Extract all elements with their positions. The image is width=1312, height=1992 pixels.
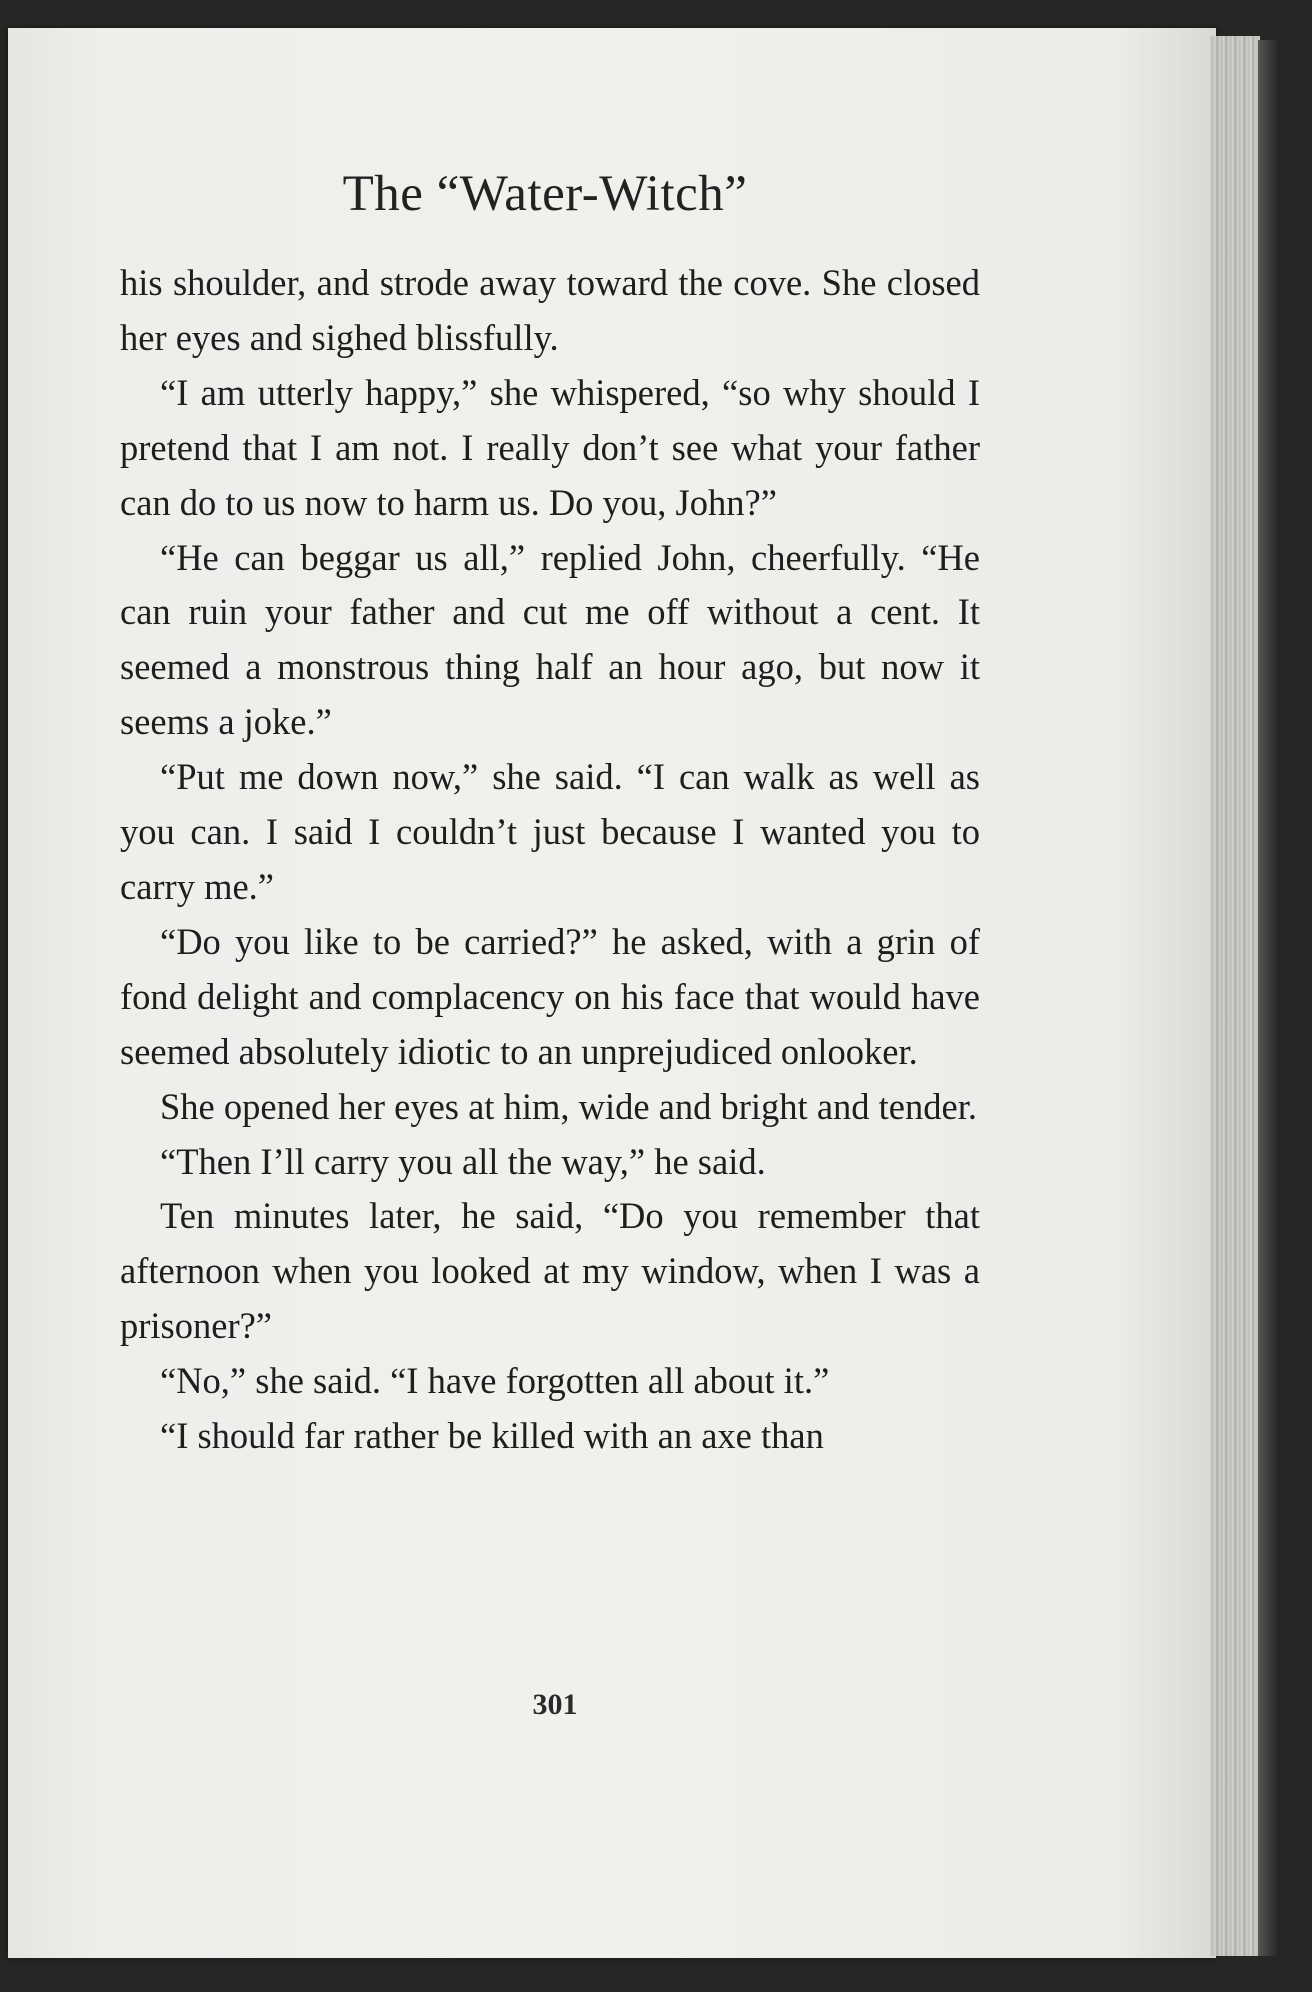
paragraph: his shoulder, and strode away toward the cove. She closed her eyes and sighed blissfully.	[120, 262, 980, 358]
page-edges	[1210, 36, 1260, 1956]
paragraph: Ten minutes later, he said, “Do you remember that afternoon when you looked at my window, when I was a prisoner?”	[120, 1195, 980, 1347]
book-cover-edge	[1258, 40, 1280, 1956]
paragraph: “Then I’ll carry you all the way,” he said.	[160, 1140, 766, 1182]
paragraph: “I am utterly happy,” she whispered, “so why should I pretend that I am not. I really don’t see what your father can do to us now to harm us. Do you, John?”	[120, 371, 980, 523]
paragraph: “Do you like to be carried?” he asked, with a grin of fond delight and complacency on his face that would have seemed absolutely idiotic to an unprejudiced onlooker.	[120, 920, 980, 1072]
page-number: 301	[532, 1688, 578, 1721]
body-text	[120, 256, 980, 1464]
paragraph: “I should far rather be killed with an axe than	[160, 1415, 824, 1457]
paragraph: She opened her eyes at him, wide and bright and tender.	[160, 1085, 977, 1127]
running-head: The “Water-Witch”	[342, 166, 748, 222]
paragraph: “He can beggar us all,” replied John, cheerfully. “He can ruin your father and cut me off without a cent. It seemed a monstrous thing half an hour ago, but now it seems a joke.”	[120, 536, 980, 743]
paragraph: “No,” she said. “I have forgotten all about it.”	[160, 1360, 830, 1402]
paragraph: “Put me down now,” she said. “I can walk as well as you can. I said I couldn’t just because I wanted you to carry me.”	[120, 756, 980, 907]
